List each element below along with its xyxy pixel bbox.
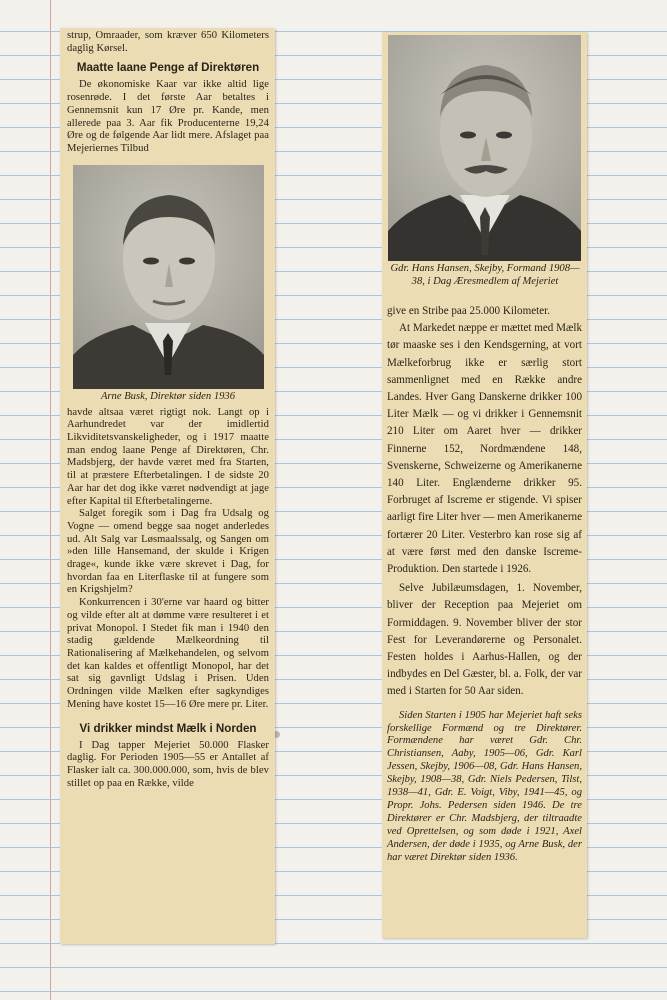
left-paragraph-3: Salget foregik som i Dag fra Udsalg og Vogne — omend begge saa noget anderledes ud. Alt Salg var Løsmaalssalg, og Sangen om »den lille Hansemand, der skulde i Krigen drage«, kunde ikke være skrevet i Dag, for hvordan faa en Literflaske til at fungere som en Krigshjelm? bbox=[67, 508, 269, 596]
portrait-hans-hansen bbox=[388, 35, 581, 261]
left-top-fragment: strup, Omraader, som kræver 650 Kilometers daglig Kørsel. bbox=[67, 30, 269, 54]
left-paragraph-4: Konkurrencen i 30'erne var haard og bitter og vilde efter alt at dømme være resulteret i et privat Monopol. I Stedet fik man i 1940 den stadig gældende Mælkeordning til Rationalisering af Mælkehandelen, og selvom det kan kaldes et offentligt Monopol, har det sat sig gavnligt Udslag i Prisen. Uden Ordningen vilde Mælken efter sagkyndiges Mening have kostet 15—16 Øre mere pr. Liter. bbox=[67, 597, 269, 710]
right-photo-caption: Gdr. Hans Hansen, Skejby, Formand 1908—38, i Dag Æresmedlem af Mejeriet bbox=[390, 263, 580, 287]
portrait-arne-busk bbox=[73, 165, 264, 389]
right-paragraph-4: Siden Starten i 1905 har Mejeriet haft seks forskellige Formænd og tre Direktører. Formændene har været Gdr. Chr. Christiansen, Aaby, 1905—06, Gdr. Karl Jessen, Skejby, 1906—08, Gdr. Hans Hansen, Skejby, 1908—38, Gdr. Niels Pedersen, Tilst, 1938—41, Gdr. E. Voigt, Viby, 1941—45, og Propr. Johs. Pedersen siden 1946. De tre Direktører er Chr. Madsbjerg, der tiltraadte ved Oprettelsen, og som døde i 1921, Axel Andersen, der døde i 1935, og Arne Busk, der har været Direktør siden 1936. bbox=[387, 709, 582, 863]
left-heading-1: Maatte laane Penge af Direktøren bbox=[76, 61, 260, 75]
right-paragraph-2: At Markedet næppe er mættet med Mælk tør maaske ses i den Kendsgerning, at vort Mælkeforbrug ikke er særlig stort sammenlignet med en Række andre Landes. Hver Gang Danskerne drikker 100 Liter Mælk — og vi drikker i Gennemsnit 210 Liter om Aaret hver — drikker Finnerne 152, Nordmændene 148, Svenskerne, Schweizerne og Amerikanerne 140 Liter. Englænderne drikker 95. Forbruget af Iscreme er stigende. Vi spiser aarligt fire Liter hver — men Amerikanerne fortærer 20 Liter. Vesterbro kan rose sig af at være først med den danske Iscreme-Produktion. Den startede i 1926. bbox=[387, 322, 583, 576]
left-newspaper-clipping bbox=[60, 28, 275, 944]
left-paragraph-2: havde altsaa været rigtigt nok. Langt op i Aarhundredet var der imidlertid Likviditetsvanskeligheder, og i 1917 maatte man endog laane Penge af Direktøren, Chr. Madsbjerg, der havde været med fra Starten, til at præstere Efterbetalingen. I de sidste 20 Aar har det dog ikke været nødvendigt at jage efter Kapital til Efterbetalingerne. bbox=[67, 406, 269, 507]
left-photo-caption: Arne Busk, Direktør siden 1936 bbox=[100, 390, 236, 402]
portrait-arne-busk-image bbox=[73, 165, 264, 389]
left-paragraph-1: De økonomiske Kaar var ikke altid lige rosenrøde. I det første Aar betaltes i Gennemsnit kun 17 Øre pr. Kande, men allerede paa 3. Aar fik Producenterne 19,24 Øre og de følgende Aar lidt mere. Afslaget paa Mejeriernes Tilbud bbox=[67, 79, 269, 154]
notebook-margin-line bbox=[50, 0, 51, 1000]
left-paragraph-5: I Dag tapper Mejeriet 50.000 Flasker daglig. For Perioden 1905—55 er Antallet af Flasker ialt ca. 300.000.000, som, hvis de blev stillet op paa en Række, vilde bbox=[67, 739, 269, 789]
left-heading-2: Vi drikker mindst Mælk i Norden bbox=[79, 721, 257, 735]
right-paragraph-1: give en Stribe paa 25.000 Kilometer. bbox=[387, 305, 550, 317]
right-paragraph-3: Selve Jubilæumsdagen, 1. November, bliver der Reception paa Mejeriet om Formiddagen. 9. November bliver der stor Fest for Leverandørerne og Personalet. Festen holdes i Aarhus-Hallen, og der indbydes en Del Gæster, bl. a. Folk, der var med i Starten for 50 Aar siden. bbox=[387, 582, 582, 698]
right-body-text bbox=[387, 303, 582, 865]
right-newspaper-clipping bbox=[382, 32, 587, 938]
portrait-hans-hansen-image bbox=[388, 35, 581, 261]
